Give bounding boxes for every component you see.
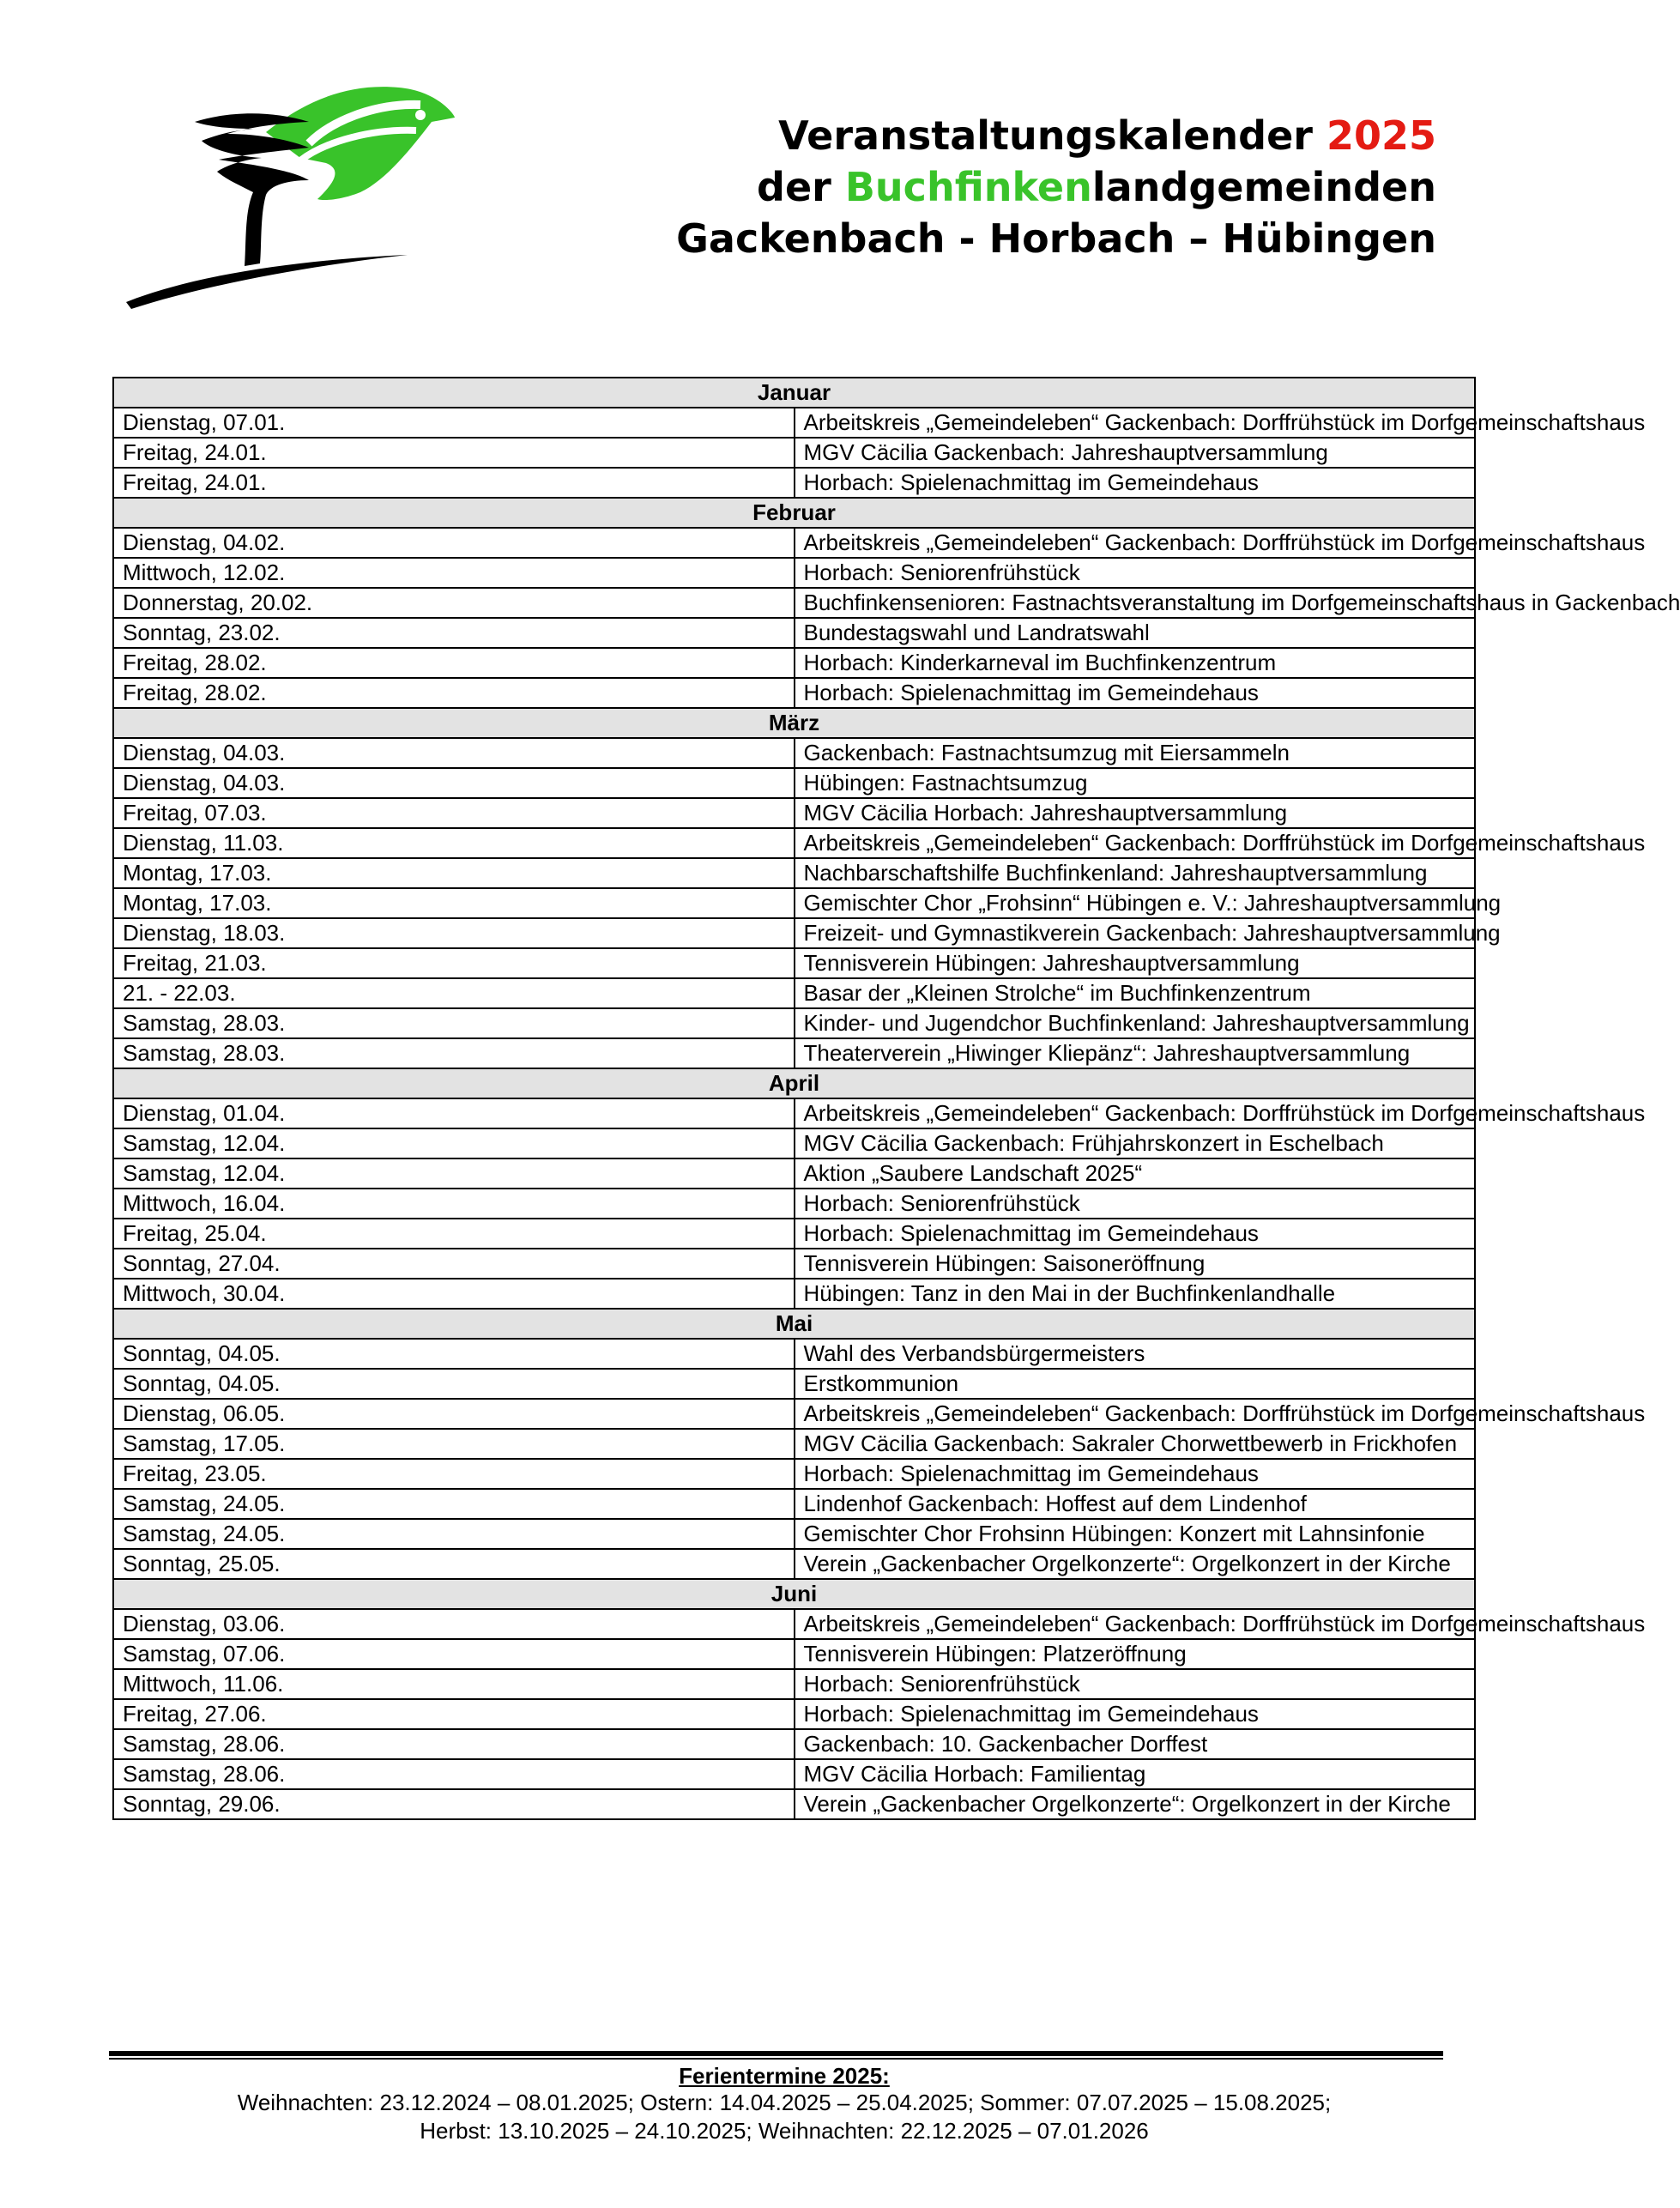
event-row: [113, 828, 1475, 858]
event-row: [113, 1789, 1475, 1819]
event-description: MGV Cäcilia Gackenbach: Sakraler Chorwettbewerb in Frickhofen: [795, 1429, 1476, 1459]
month-header-row: [113, 498, 1475, 528]
event-description: Arbeitskreis „Gemeindeleben“ Gackenbach: Dorffrühstück im Dorfgemeinschaftshaus: [795, 828, 1476, 858]
event-date: Sonntag, 04.05.: [113, 1339, 795, 1369]
event-date: Samstag, 28.03.: [113, 1038, 795, 1068]
month-name: April: [113, 1068, 1475, 1098]
footer-divider: [109, 2051, 1443, 2056]
event-date: Samstag, 17.05.: [113, 1429, 795, 1459]
event-date: Freitag, 28.02.: [113, 678, 795, 708]
buchfink-logo-icon: [116, 79, 562, 319]
month-name: Januar: [113, 378, 1475, 408]
event-date: Sonntag, 25.05.: [113, 1549, 795, 1579]
event-date: Dienstag, 04.03.: [113, 738, 795, 768]
event-date: Dienstag, 06.05.: [113, 1399, 795, 1429]
event-description: Bundestagswahl und Landratswahl: [795, 618, 1476, 648]
event-date: 21. - 22.03.: [113, 978, 795, 1008]
event-description: Horbach: Spielenachmittag im Gemeindehaus: [795, 678, 1476, 708]
event-row: [113, 1609, 1475, 1639]
event-row: [113, 798, 1475, 828]
title-buchfinken: Buchfinken: [844, 164, 1092, 210]
event-description: MGV Cäcilia Gackenbach: Jahreshauptversammlung: [795, 438, 1476, 468]
event-description: Tennisverein Hübingen: Jahreshauptversammlung: [795, 948, 1476, 978]
event-row: [113, 1219, 1475, 1249]
event-date: Freitag, 07.03.: [113, 798, 795, 828]
event-row: [113, 618, 1475, 648]
month-header-row: [113, 378, 1475, 408]
event-row: [113, 1128, 1475, 1158]
event-description: Arbeitskreis „Gemeindeleben“ Gackenbach: Dorffrühstück im Dorfgemeinschaftshaus: [795, 528, 1476, 558]
event-date: Freitag, 25.04.: [113, 1219, 795, 1249]
event-date: Samstag, 28.06.: [113, 1729, 795, 1759]
event-row: [113, 588, 1475, 618]
holidays-line-2: Herbst: 13.10.2025 – 24.10.2025; Weihnachten: 22.12.2025 – 07.01.2026: [420, 2118, 1149, 2144]
event-row: [113, 648, 1475, 678]
event-row: [113, 1158, 1475, 1189]
event-date: Dienstag, 18.03.: [113, 918, 795, 948]
event-description: Theaterverein „Hiwinger Kliepänz“: Jahreshauptversammlung: [795, 1038, 1476, 1068]
event-description: Lindenhof Gackenbach: Hoffest auf dem Lindenhof: [795, 1489, 1476, 1519]
event-row: [113, 1699, 1475, 1729]
event-date: Dienstag, 04.03.: [113, 768, 795, 798]
event-row: [113, 1369, 1475, 1399]
month-name: März: [113, 708, 1475, 738]
event-description: Verein „Gackenbacher Orgelkonzerte“: Orgelkonzert in der Kirche: [795, 1789, 1476, 1819]
event-date: Samstag, 28.06.: [113, 1759, 795, 1789]
event-row: [113, 678, 1475, 708]
event-calendar-table: [112, 377, 1680, 1820]
event-description: Hübingen: Tanz in den Mai in der Buchfinkenlandhalle: [795, 1279, 1476, 1309]
event-row: [113, 1549, 1475, 1579]
event-description: Arbeitskreis „Gemeindeleben“ Gackenbach: Dorffrühstück im Dorfgemeinschaftshaus: [795, 1399, 1476, 1429]
event-date: Mittwoch, 30.04.: [113, 1279, 795, 1309]
event-date: Dienstag, 01.04.: [113, 1098, 795, 1128]
month-name: Februar: [113, 498, 1475, 528]
event-row: [113, 738, 1475, 768]
title-line-1: Veranstaltungskalender 2025: [778, 112, 1436, 159]
event-date: Mittwoch, 16.04.: [113, 1189, 795, 1219]
month-header-row: [113, 1309, 1475, 1339]
event-date: Samstag, 12.04.: [113, 1158, 795, 1189]
event-row: [113, 528, 1475, 558]
event-row: [113, 1429, 1475, 1459]
event-date: Donnerstag, 20.02.: [113, 588, 795, 618]
event-row: [113, 918, 1475, 948]
event-row: [113, 1098, 1475, 1128]
event-date: Sonntag, 29.06.: [113, 1789, 795, 1819]
event-date: Mittwoch, 11.06.: [113, 1669, 795, 1699]
event-description: Horbach: Spielenachmittag im Gemeindehaus: [795, 468, 1476, 498]
event-row: [113, 1459, 1475, 1489]
event-row: [113, 558, 1475, 588]
event-date: Sonntag, 04.05.: [113, 1369, 795, 1399]
event-description: Horbach: Spielenachmittag im Gemeindehaus: [795, 1219, 1476, 1249]
event-description: Horbach: Spielenachmittag im Gemeindehaus: [795, 1459, 1476, 1489]
event-description: Tennisverein Hübingen: Saisoneröffnung: [795, 1249, 1476, 1279]
title-year: 2025: [1326, 112, 1436, 159]
event-description: Gemischter Chor „Frohsinn“ Hübingen e. V.: Jahreshauptversammlung: [795, 888, 1476, 918]
month-name: Juni: [113, 1579, 1475, 1609]
title-line-2: der Buchfinkenlandgemeinden: [757, 164, 1436, 210]
event-description: Gackenbach: Fastnachtsumzug mit Eiersammeln: [795, 738, 1476, 768]
event-description: Aktion „Saubere Landschaft 2025“: [795, 1158, 1476, 1189]
event-row: [113, 408, 1475, 438]
event-date: Samstag, 28.03.: [113, 1008, 795, 1038]
event-description: Nachbarschaftshilfe Buchfinkenland: Jahreshauptversammlung: [795, 858, 1476, 888]
event-date: Dienstag, 07.01.: [113, 408, 795, 438]
event-row: [113, 1489, 1475, 1519]
event-date: Samstag, 12.04.: [113, 1128, 795, 1158]
event-description: Arbeitskreis „Gemeindeleben“ Gackenbach: Dorffrühstück im Dorfgemeinschaftshaus: [795, 408, 1476, 438]
event-row: [113, 948, 1475, 978]
footer-divider-thin: [109, 2058, 1443, 2060]
event-row: [113, 1759, 1475, 1789]
event-date: Samstag, 24.05.: [113, 1519, 795, 1549]
event-description: Arbeitskreis „Gemeindeleben“ Gackenbach: Dorffrühstück im Dorfgemeinschaftshaus: [795, 1609, 1476, 1639]
event-date: Dienstag, 03.06.: [113, 1609, 795, 1639]
event-description: Freizeit- und Gymnastikverein Gackenbach: Jahreshauptversammlung: [795, 918, 1476, 948]
event-row: [113, 1339, 1475, 1369]
event-row: [113, 1189, 1475, 1219]
event-description: Arbeitskreis „Gemeindeleben“ Gackenbach: Dorffrühstück im Dorfgemeinschaftshaus: [795, 1098, 1476, 1128]
event-description: Gemischter Chor Frohsinn Hübingen: Konzert mit Lahnsinfonie: [795, 1519, 1476, 1549]
event-date: Dienstag, 04.02.: [113, 528, 795, 558]
event-row: [113, 768, 1475, 798]
event-description: MGV Cäcilia Horbach: Familientag: [795, 1759, 1476, 1789]
month-header-row: [113, 708, 1475, 738]
month-name: Mai: [113, 1309, 1475, 1339]
event-description: Erstkommunion: [795, 1369, 1476, 1399]
event-description: Horbach: Seniorenfrühstück: [795, 1189, 1476, 1219]
event-row: [113, 978, 1475, 1008]
month-header-row: [113, 1579, 1475, 1609]
event-description: Verein „Gackenbacher Orgelkonzerte“: Orgelkonzert in der Kirche: [795, 1549, 1476, 1579]
event-date: Dienstag, 11.03.: [113, 828, 795, 858]
event-description: Tennisverein Hübingen: Platzeröffnung: [795, 1639, 1476, 1669]
event-date: Freitag, 21.03.: [113, 948, 795, 978]
event-date: Freitag, 24.01.: [113, 468, 795, 498]
event-row: [113, 468, 1475, 498]
holidays-heading: Ferientermine 2025:: [679, 2063, 890, 2089]
event-description: Horbach: Seniorenfrühstück: [795, 1669, 1476, 1699]
event-row: [113, 1639, 1475, 1669]
event-row: [113, 1279, 1475, 1309]
event-description: Kinder- und Jugendchor Buchfinkenland: Jahreshauptversammlung: [795, 1008, 1476, 1038]
event-description: MGV Cäcilia Horbach: Jahreshauptversammlung: [795, 798, 1476, 828]
event-date: Mittwoch, 12.02.: [113, 558, 795, 588]
event-row: [113, 1008, 1475, 1038]
event-row: [113, 1669, 1475, 1699]
event-description: Horbach: Kinderkarneval im Buchfinkenzentrum: [795, 648, 1476, 678]
page-title: [676, 110, 1436, 264]
holidays-line-1: Weihnachten: 23.12.2024 – 08.01.2025; Ostern: 14.04.2025 – 25.04.2025; Sommer: 07.07.2025 – 15.08.2025;: [237, 2090, 1332, 2115]
event-description: Basar der „Kleinen Strolche“ im Buchfinkenzentrum: [795, 978, 1476, 1008]
event-description: Wahl des Verbandsbürgermeisters: [795, 1339, 1476, 1369]
event-description: Hübingen: Fastnachtsumzug: [795, 768, 1476, 798]
event-description: Horbach: Seniorenfrühstück: [795, 558, 1476, 588]
event-date: Sonntag, 27.04.: [113, 1249, 795, 1279]
event-row: [113, 1729, 1475, 1759]
event-date: Montag, 17.03.: [113, 888, 795, 918]
event-row: [113, 1399, 1475, 1429]
event-date: Freitag, 23.05.: [113, 1459, 795, 1489]
event-date: Samstag, 24.05.: [113, 1489, 795, 1519]
event-row: [113, 438, 1475, 468]
event-row: [113, 1519, 1475, 1549]
event-description: Buchfinkensenioren: Fastnachtsveranstaltung im Dorfgemeinschaftshaus in Gackenbach: [795, 588, 1476, 618]
month-header-row: [113, 1068, 1475, 1098]
event-row: [113, 858, 1475, 888]
event-row: [113, 888, 1475, 918]
event-date: Montag, 17.03.: [113, 858, 795, 888]
event-date: Sonntag, 23.02.: [113, 618, 795, 648]
event-row: [113, 1038, 1475, 1068]
event-description: Gackenbach: 10. Gackenbacher Dorffest: [795, 1729, 1476, 1759]
event-date: Samstag, 07.06.: [113, 1639, 795, 1669]
event-date: Freitag, 24.01.: [113, 438, 795, 468]
event-description: MGV Cäcilia Gackenbach: Frühjahrskonzert in Eschelbach: [795, 1128, 1476, 1158]
event-date: Freitag, 28.02.: [113, 648, 795, 678]
event-row: [113, 1249, 1475, 1279]
title-line-3: Gackenbach - Horbach – Hübingen: [676, 215, 1436, 262]
event-description: Horbach: Spielenachmittag im Gemeindehaus: [795, 1699, 1476, 1729]
event-date: Freitag, 27.06.: [113, 1699, 795, 1729]
